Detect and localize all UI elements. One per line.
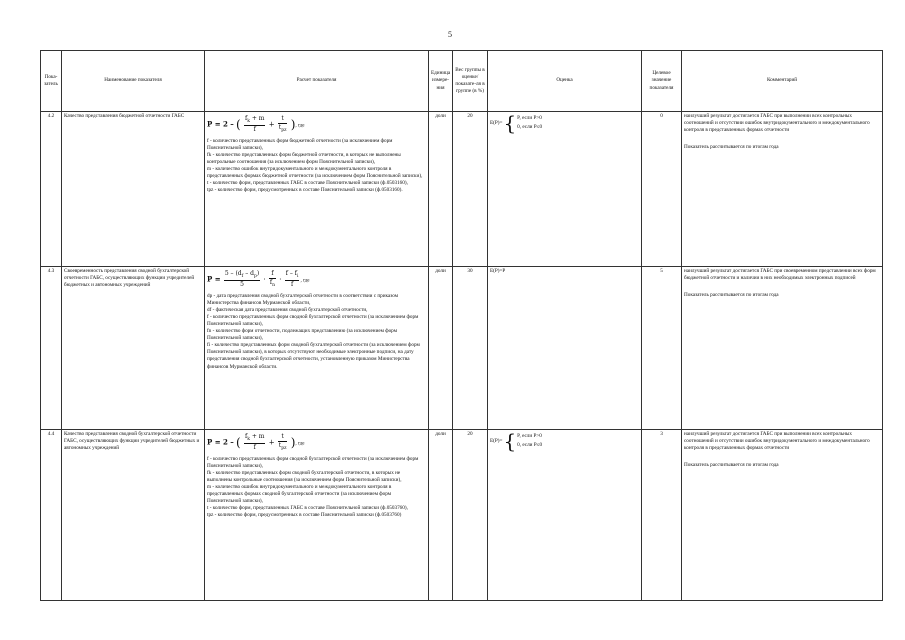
- var-line: fn - количество форм отчетности, подлежащих представлению (за исключением форм Пояснительной записки),: [207, 328, 397, 342]
- row-unit: доли: [429, 430, 453, 601]
- row-name: Качество представления сводной бухгалтерской отчетности ГАБС, осуществляющих функции учредителей бюджетных и автономных учреждений: [62, 430, 205, 601]
- estimate-case: P, если P>0: [517, 433, 542, 439]
- var-line: f - количество представленных форм сводной бухгалтерской отчетности (за исключением форм Пояснительной записки),: [207, 456, 419, 470]
- row-calc: [205, 267, 429, 430]
- header-name: Наименование показателя: [62, 51, 205, 112]
- row-unit: доли: [429, 112, 453, 267]
- indicators-table: [40, 50, 883, 601]
- estimate-case: 0, если P≤0: [517, 124, 543, 131]
- var-line: f - количество представленных форм сводной бухгалтерской отчетности (за исключением форм Пояснительной записки),: [207, 314, 419, 328]
- var-line: fi - количество представленных форм сводной бухгалтерской отчетности (за исключением форм Пояснительной записки), в которых отсутствуют необходимые электронные подписи, на дату представления сводной бухгалтерской отчетности, установленную приказом Министерства финансов Мурманской области.: [207, 342, 420, 370]
- formula: P = 2 – ( $\frac{f_k + m}{f}$ + $\frac{t}{t_{pz}}$ ), где: [207, 115, 305, 134]
- row-unit: доли: [429, 267, 453, 430]
- row-target: 3: [642, 430, 682, 601]
- row-num: 4.2: [41, 112, 62, 267]
- var-line: tpz - количество форм, предусмотренных в составе Пояснительной записки (ф.0503160).: [207, 187, 403, 194]
- header-weight: Вес группы в оценке/ показате-ля в группе (в %): [453, 51, 488, 112]
- var-line: fk - количество представленных форм бюджетной отчетности, в которых не выполнены контрольные соотношения (за исключением форм Пояснительной записки),: [207, 152, 401, 166]
- row-estimate: [488, 430, 642, 601]
- var-line: dp - дата представления сводной бухгалтерской отчетности в соответствии с приказом Министерства финансов Мурманской области,: [207, 293, 399, 307]
- page-number: 5: [448, 30, 452, 39]
- row-weight: 20: [453, 112, 488, 267]
- row-weight: 30: [453, 267, 488, 430]
- var-line: f - количество представленных форм бюджетной отчетности (за исключением форм Пояснительной записки),: [207, 138, 393, 152]
- var-line: fk - количество представленных форм сводной бухгалтерской отчетности, в которых не выполнены контрольные соотношения (за исключением форм Пояснительной записки),: [207, 470, 402, 484]
- formula: P = $\frac{5 - (d_f - d_p)}{5}$ · $\frac{f}{f_n}$ · $\frac{f - f_i}{f}$ , где: [207, 270, 310, 289]
- row-name: Своевременность представления сводной бухгалтерской отчетности ГАБС, осуществляющих функции учредителей бюджетных и автономных учреждений: [62, 267, 205, 430]
- estimate-lhs: E(P)=: [490, 437, 503, 444]
- estimate-case: 0, если P≤0: [517, 442, 543, 449]
- row-calc: [205, 112, 429, 267]
- header-num: Пока-затель: [41, 51, 62, 112]
- row-num: 4.3: [41, 267, 62, 430]
- comment-text: наилучший результат достигается ГАБС при своевременном представлении всех форм бюджетной отчетности и наличии в них необходимых электронных подписей: [684, 268, 876, 282]
- estimate-lhs: E(P)=P: [490, 268, 506, 274]
- header-row: [41, 51, 883, 112]
- var-line: m - количество ошибок внутридокументального и междокументального контроля в представленных формах бюджетной отчетности (за исключением форм Пояснительной записки),: [207, 166, 423, 180]
- estimate-case: P, если P>0: [517, 115, 542, 121]
- row-estimate: [488, 267, 642, 430]
- comment-text: Показатель рассчитывается по итогам года: [684, 144, 779, 151]
- var-line: m - количество ошибок внутридокументального и междокументального контроля в представленных формах сводной бухгалтерской отчетности (за исключением форм Пояснительной записки),: [207, 484, 392, 505]
- estimate-lhs: E(P)=: [490, 119, 503, 126]
- table-row: [41, 267, 883, 430]
- comment-text: Показатель рассчитывается по итогам года: [684, 462, 779, 469]
- header-estimate: Оценка: [488, 51, 642, 112]
- row-num: 4.4: [41, 430, 62, 601]
- comment-text: наилучший результат достигается ГАБС при выполнении всех контрольных соотношений и отсутствии ошибок внутридокументального и междокументального контроля в представленных формах отчетности: [684, 431, 870, 452]
- var-line: df - фактическая дата представления сводной бухгалтерской отчетности,: [207, 307, 368, 314]
- row-estimate: [488, 112, 642, 267]
- comment-text: Показатель рассчитывается по итогам года: [684, 292, 779, 299]
- table-row: [41, 430, 883, 601]
- comment-text: наилучший результат достигается ГАБС при выполнении всех контрольных соотношений и отсутствии ошибок внутридокументального и междокументального контроля в представленных формах отчетности: [684, 113, 870, 134]
- header-comments: Комментарий: [682, 51, 883, 112]
- var-line: t - количество форм, представленных ГАБС в составе Пояснительной записки (ф.0503160),: [207, 180, 408, 187]
- var-line: t - количество форм, представленных ГАБС в составе Пояснительной записки (ф.0503760),: [207, 505, 408, 512]
- row-weight: 20: [453, 430, 488, 601]
- brace-icon: {: [503, 111, 517, 136]
- row-comments: [682, 112, 883, 267]
- var-line: tpz - количество форм, предусмотренных в составе Пояснительной записки (ф.0503760): [207, 512, 402, 519]
- brace-icon: {: [503, 429, 517, 454]
- header-unit: Единица измере-ния: [429, 51, 453, 112]
- row-comments: [682, 430, 883, 601]
- table-row: [41, 112, 883, 267]
- header-target: Целевое значение показателя: [642, 51, 682, 112]
- row-comments: [682, 267, 883, 430]
- row-calc: [205, 430, 429, 601]
- row-target: 0: [642, 112, 682, 267]
- formula: P = 2 – ( $\frac{f_k + m}{f}$ + $\frac{t}{t_{pz}}$ ), где: [207, 433, 305, 452]
- row-name: Качество представления бюджетной отчетности ГАБС: [62, 112, 205, 267]
- row-target: 5: [642, 267, 682, 430]
- header-calc: Расчет показателя: [205, 51, 429, 112]
